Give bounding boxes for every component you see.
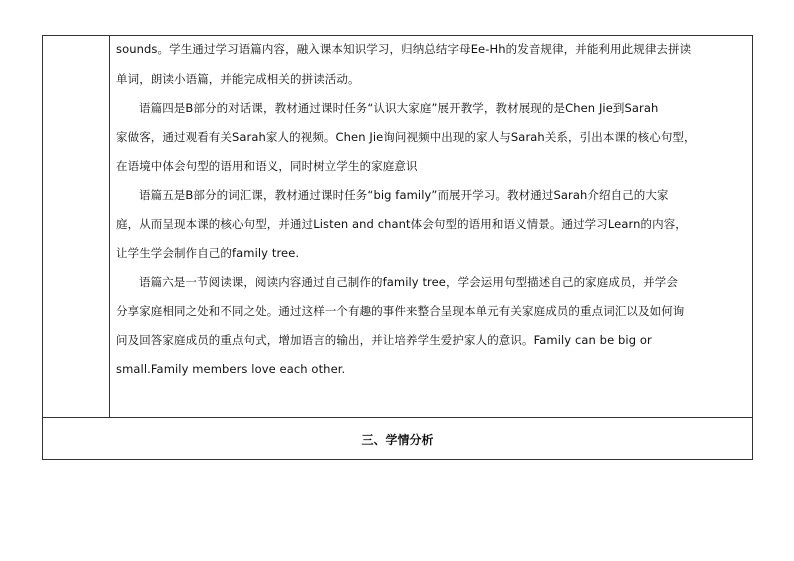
text-line: 问及回答家庭成员的重点句式，增加语言的输出，并让培养学生爱护家人的意识。Family can be big or	[116, 333, 652, 347]
text-line: sounds。学生通过学习语篇内容，融入课本知识学习，归纳总结字母Ee-Hh的发音规律，并能利用此规律去拼读	[116, 42, 692, 56]
content-table	[42, 35, 753, 460]
text-line: 庭，从而呈现本课的核心句型，并通过Listen and chant体会句型的语用和语义情景。通过学习Learn的内容，	[116, 217, 687, 231]
text-line: 家做客，通过观看有关Sarah家人的视频。Chen Jie询问视频中出现的家人与Sarah关系，引出本课的核心句型，	[116, 130, 696, 144]
text-line: 分享家庭相同之处和不同之处。通过这样一个有趣的事件来整合呈现本单元有关家庭成员的重点词汇以及如何询	[116, 304, 685, 318]
text-line: 在语境中体会句型的语用和语义，同时树立学生的家庭意识	[116, 159, 418, 173]
text-line: 语篇六是一节阅读课，阅读内容通过自己制作的family tree，学会运用句型描述自己的家庭成员，并学会	[139, 275, 678, 289]
text-line: 语篇五是B部分的词汇课，教材通过课时任务“big family”而展开学习。教材通过Sarah介绍自己的大家	[139, 188, 669, 202]
text-line: small.Family members love each other.	[116, 362, 346, 376]
text-line: 语篇四是B部分的对话课，教材通过课时任务“认识大家庭”展开教学，教材展现的是Chen Jie到Sarah	[139, 101, 659, 115]
section-heading: 三、学情分析	[361, 432, 434, 447]
text-line: 让学生学会制作自己的family tree.	[116, 246, 300, 260]
text-line: 单词，朗读小语篇，并能完成相关的拼读活动。	[116, 72, 360, 86]
content-cell	[110, 36, 752, 417]
